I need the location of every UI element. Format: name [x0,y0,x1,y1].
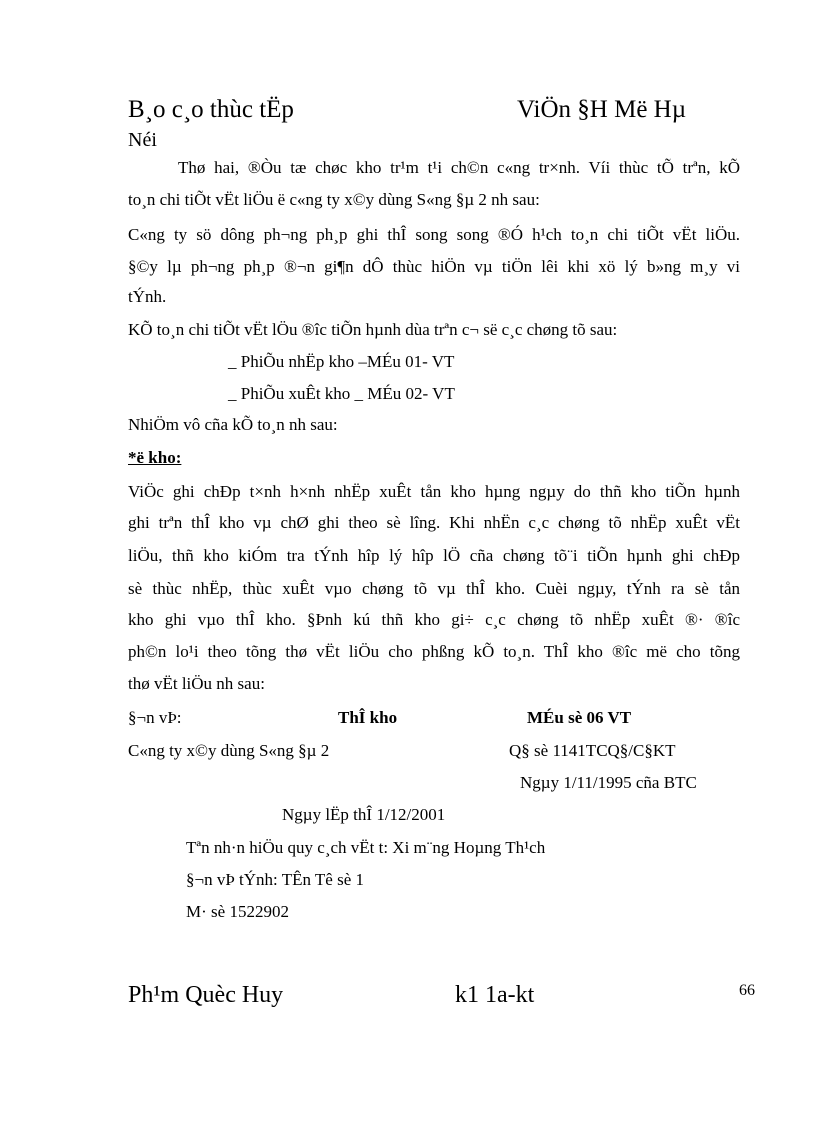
form-item-name: Tªn nh·n hiÖu quy c¸ch vËt t: Xi m¨ng Hoµng Th¹ch [186,838,546,857]
paragraph-line: thø vËt liÖu nh sau: [128,674,265,693]
paragraph-line: liÖu, thñ kho kiÓm tra tÝnh hîp lý hîp lÖ cña chøng tõ¨i tiÕn hµnh ghi chÐp [128,546,740,565]
form-code: M· sè 1522902 [186,902,289,921]
form-unit-calc: §¬n vÞ tÝnh: TÊn Tê sè 1 [186,870,365,889]
paragraph-line: ViÖc ghi chÐp t×nh h×nh nhËp xuÊt tån kho hµng ngµy do thñ kho tiÕn hµnh [128,482,740,501]
page-number: 66 [739,982,755,999]
header-title-continuation: Néi [128,129,157,151]
paragraph-line: kho ghi vµo thÎ kho. §Þnh kú thñ kho gi÷ c¸c chøng tõ nhËp xuÊt ®· ®îc [128,610,740,629]
paragraph-line: C«ng ty sö dông ph¬ng ph¸p ghi thÎ song song ®Ó h¹ch to¸n chi tiÕt vËt liÖu. [128,225,740,244]
paragraph-line: KÕ to¸n chi tiÕt vËt lÖu ®îc tiÕn hµnh dùa trªn c¬ së c¸c chøng tõ sau: [128,320,618,339]
section-heading: *ë kho: [128,448,182,467]
paragraph-line: tÝnh. [128,287,167,306]
list-item: _ PhiÕu nhËp kho –MÉu 01- VT [228,352,455,371]
form-number: MÉu sè 06 VT [527,708,632,727]
form-creation-date: Ngµy lËp thÎ 1/12/2001 [282,805,446,824]
paragraph-line: §©y lµ ph¬ng ph¸p ®¬n gi¶n dÔ thùc hiÖn vµ tiÖn lêi khi xö lý b»ng m¸y vi [128,257,740,276]
header-title-right: ViÖn §H Më Hµ [517,96,687,123]
form-decision-date: Ngµy 1/11/1995 cña BTC [520,773,697,792]
header-title-left: B¸o c¸o thùc tËp [128,96,294,123]
list-item: _ PhiÕu xuÊt kho _ MÉu 02- VT [228,384,455,403]
paragraph-line: ghi trªn thÎ kho vµ chØ ghi theo sè lîng. Khi nhËn c¸c chøng tõ nhËp xuÊt vËt [128,513,740,532]
paragraph-line: to¸n chi tiÕt vËt liÖu ë c«ng ty x©y dùng S«ng §µ 2 nh sau: [128,190,540,209]
form-decision: Q§ sè 1141TCQ§/C§KT [509,741,676,760]
paragraph-line: ph©n lo¹i theo tõng thø vËt liÖu cho phßng kÕ to¸n. ThÎ kho ®îc më cho tõng [128,642,740,661]
paragraph-line: Thø hai, ®Òu tæ chøc kho tr¹m t¹i ch©n c«ng tr×nh. Víi thùc tÕ trªn, kÕ [178,158,740,177]
footer-author: Ph¹m Quèc Huy [128,982,284,1008]
footer-class: k1 1a-kt [455,982,535,1008]
form-unit-label: §¬n vÞ: [128,708,182,727]
form-title: ThÎ kho [338,708,398,727]
paragraph-line: sè thùc nhËp, thùc xuÊt vµo chøng tõ vµ thÎ kho. Cuèi ngµy, tÝnh ra sè tån [128,579,740,598]
paragraph-line: NhiÖm vô cña kÕ to¸n nh sau: [128,415,338,434]
form-company: C«ng ty x©y dùng S«ng §µ 2 [128,741,330,760]
